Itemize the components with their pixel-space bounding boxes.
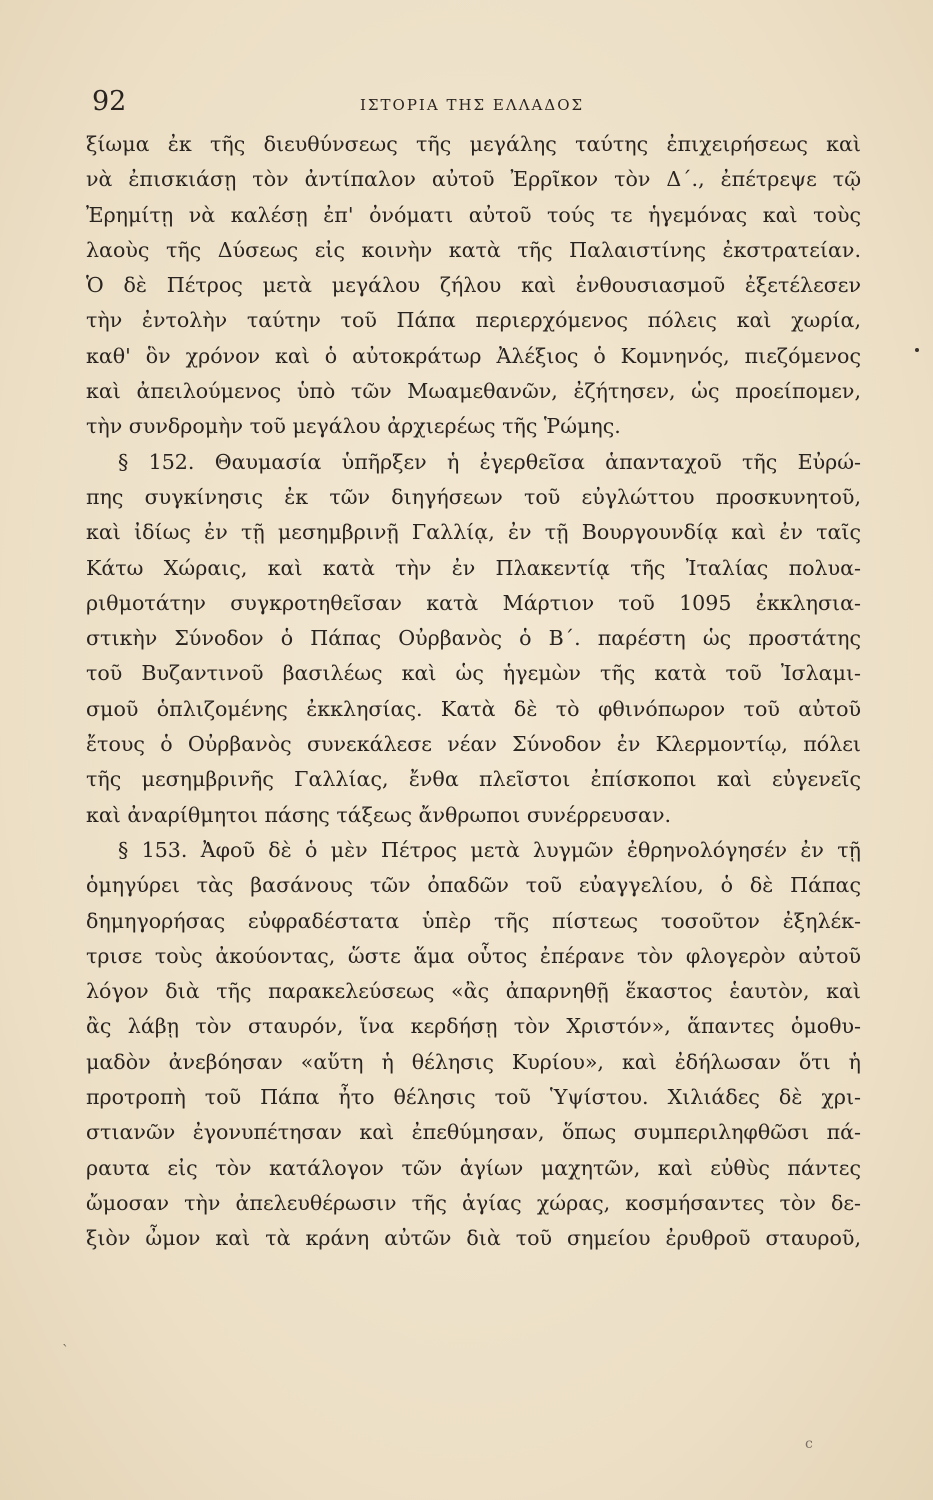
margin-dot	[915, 348, 919, 352]
text-line: σμοῦ ὁπλιζομένης ἐκκλησίας. Κατὰ δὲ τὸ φθινόπωρον τοῦ αὐτοῦ	[86, 696, 861, 721]
body-text	[86, 127, 861, 1257]
bottom-mark: c	[805, 1436, 813, 1452]
text-line: τὴν ἐντολὴν ταύτην τοῦ Πάπα περιερχόμενος πόλεις καὶ χωρία,	[86, 308, 861, 333]
text-line: τρισε τοὺς ἀκούοντας, ὥστε ἅμα οὗτος ἐπέρανε τὸν φλογερὸν αὐτοῦ	[86, 943, 861, 968]
section-153-line: § 153. Ἀφοῦ δὲ ὁ μὲν Πέτρος μετὰ λυγμῶν ἐθρηνολόγησέν ἐν τῇ	[118, 837, 861, 862]
text-line: τὴν συνδρομὴν τοῦ μεγάλου ἀρχιερέως τῆς Ῥώμης.	[86, 414, 621, 439]
text-line: καὶ ἰδίως ἐν τῇ μεσημβρινῇ Γαλλίᾳ, ἐν τῇ Βουργουνδίᾳ καὶ ἐν ταῖς	[86, 520, 861, 545]
text-line: καὶ ἀπειλούμενος ὑπὸ τῶν Μωαμεθανῶν, ἐζήτησεν, ὡς προείπομεν,	[86, 379, 861, 404]
text-line: στικὴν Σύνοδον ὁ Πάπας Οὐρβανὸς ὁ Β΄. παρέστη ὡς προστάτης	[86, 626, 861, 651]
text-line: καὶ ἀναρίθμητοι πάσης τάξεως ἄνθρωποι συνέρρευσαν.	[86, 802, 672, 827]
text-line: ξίωμα ἐκ τῆς διευθύνσεως τῆς μεγάλης ταύτης ἐπιχειρήσεως καὶ	[86, 132, 861, 156]
text-line: τῆς μεσημβρινῆς Γαλλίας, ἔνθα πλεῖστοι ἐπίσκοποι καὶ εὐγενεῖς	[86, 767, 861, 792]
text-line: ὁμηγύρει τὰς βασάνους τῶν ὀπαδῶν τοῦ εὐαγγελίου, ὁ δὲ Πάπας	[86, 873, 861, 898]
text-line: ἔτους ὁ Οὐρβανὸς συνεκάλεσε νέαν Σύνοδον ἐν Κλερμοντίῳ, πόλει	[86, 732, 861, 757]
page-header	[0, 86, 933, 126]
text-line: ραυτα εἰς τὸν κατάλογον τῶν ἁγίων μαχητῶν, καὶ εὐθὺς πάντες	[86, 1155, 861, 1180]
text-line: μαδὸν ἀνεβόησαν «αὕτη ἡ θέλησις Κυρίου», καὶ ἐδήλωσαν ὅτι ἡ	[86, 1049, 861, 1074]
text-line: λόγον διὰ τῆς παρακελεύσεως «ἂς ἀπαρνηθῇ ἕκαστος ἑαυτὸν, καὶ	[86, 979, 861, 1004]
text-line: Κάτω Χώραις, καὶ κατὰ τὴν ἐν Πλακεντίᾳ τῆς Ἰταλίας πολυα-	[86, 555, 861, 580]
text-line: ριθμοτάτην συγκροτηθεῖσαν κατὰ Μάρτιον τοῦ 1095 ἐκκλησια-	[86, 590, 861, 615]
section-152-line: § 152. Θαυμασία ὑπῆρξεν ἡ ἐγερθεῖσα ἁπανταχοῦ τῆς Εὐρώ-	[118, 449, 861, 474]
text-line: ἂς λάβῃ τὸν σταυρόν, ἵνα κερδήσῃ τὸν Χριστόν», ἅπαντες ὁμοθυ-	[86, 1014, 861, 1039]
text-line: καθ' ὃν χρόνον καὶ ὁ αὐτοκράτωρ Ἀλέξιος ὁ Κομνηνός, πιεζόμενος	[86, 343, 861, 368]
running-title: ΙΣΤΟΡΙΑ ΤΗΣ ΕΛΛΑΔΟΣ	[360, 96, 585, 114]
text-line: προτροπὴ τοῦ Πάπα ἦτο θέλησις τοῦ Ὑψίστου. Χιλιάδες δὲ χρι-	[86, 1085, 861, 1110]
text-line: νὰ ἐπισκιάσῃ τὸν ἀντίπαλον αὐτοῦ Ἐρρῖκον τὸν Δ΄., ἐπέτρεψε τῷ	[86, 167, 861, 192]
margin-tick-mark: ˋ	[62, 1343, 69, 1359]
text-line: Ἐρημίτῃ νὰ καλέσῃ ἐπ' ὀνόματι αὐτοῦ τούς τε ἡγεμόνας καὶ τοὺς	[86, 202, 861, 227]
text-line: λαοὺς τῆς Δύσεως εἰς κοινὴν κατὰ τῆς Παλαιστίνης ἐκστρατείαν.	[86, 237, 861, 262]
text-line: δημηγορήσας εὐφραδέστατα ὑπὲρ τῆς πίστεως τοσοῦτον ἐξηλέκ-	[86, 908, 861, 933]
text-line: ὤμοσαν τὴν ἀπελευθέρωσιν τῆς ἁγίας χώρας, κοσμήσαντες τὸν δε-	[86, 1190, 861, 1215]
text-line: στιανῶν ἐγονυπέτησαν καὶ ἐπεθύμησαν, ὅπως συμπεριληφθῶσι πά-	[86, 1120, 861, 1145]
text-line: ξιὸν ὦμον καὶ τὰ κράνη αὐτῶν διὰ τοῦ σημείου ἐρυθροῦ σταυροῦ,	[86, 1226, 861, 1251]
text-line: τοῦ Βυζαντινοῦ βασιλέως καὶ ὡς ἡγεμὼν τῆς κατὰ τοῦ Ἰσλαμι-	[86, 661, 861, 686]
text-line: πης συγκίνησις ἐκ τῶν διηγήσεων τοῦ εὐγλώττου προσκυνητοῦ,	[86, 484, 861, 509]
page-number: 92	[92, 86, 127, 117]
text-line: Ὁ δὲ Πέτρος μετὰ μεγάλου ζήλου καὶ ἐνθουσιασμοῦ ἐξετέλεσεν	[86, 273, 861, 298]
